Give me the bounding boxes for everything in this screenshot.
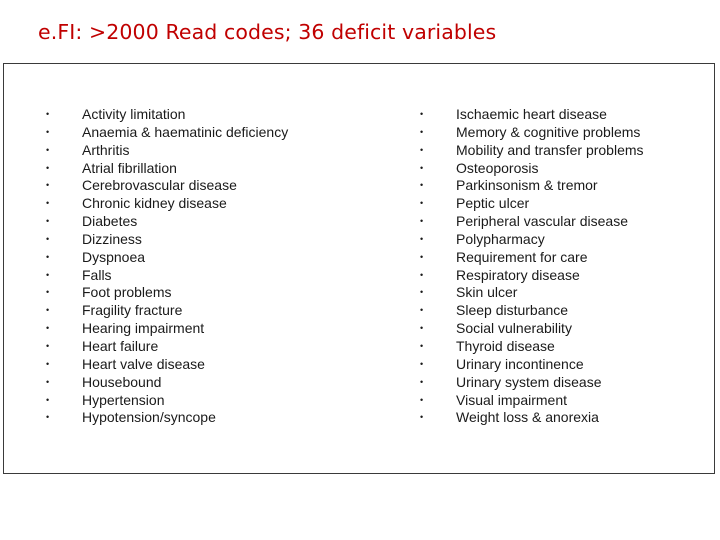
- deficit-variable-label: Polypharmacy: [456, 230, 545, 247]
- bullet-icon: •: [420, 358, 424, 369]
- bullet-icon: •: [420, 233, 424, 244]
- deficit-variables-panel: [3, 63, 715, 474]
- bullet-icon: •: [46, 216, 50, 227]
- bullet-icon: •: [420, 269, 424, 280]
- deficit-variable-label: Skin ulcer: [456, 284, 518, 301]
- bullet-icon: •: [46, 251, 50, 262]
- deficit-variable-label: Ischaemic heart disease: [456, 106, 607, 122]
- bullet-icon: •: [420, 287, 424, 298]
- deficit-variable-label: Arthritis: [82, 141, 130, 158]
- bullet-icon: •: [46, 323, 50, 334]
- deficit-variable-label: Cerebrovascular disease: [82, 177, 237, 194]
- bullet-icon: •: [420, 412, 424, 423]
- deficit-variable-label: Hearing impairment: [82, 320, 205, 337]
- bullet-icon: •: [420, 305, 424, 316]
- bullet-icon: •: [420, 216, 424, 227]
- deficit-variable-label: Housebound: [82, 373, 162, 390]
- deficit-variable-label: Dyspnoea: [82, 248, 146, 265]
- bullet-icon: •: [46, 144, 50, 155]
- bullet-icon: •: [420, 180, 424, 191]
- deficit-variable-label: Urinary system disease: [456, 373, 602, 390]
- deficit-variable-label: Sleep disturbance: [456, 302, 569, 319]
- bullet-icon: •: [420, 376, 424, 387]
- deficit-variable-label: Respiratory disease: [456, 266, 580, 283]
- bullet-icon: •: [420, 323, 424, 334]
- deficit-variable-label: Hypotension/syncope: [82, 409, 216, 426]
- deficit-variable-label: Requirement for care: [456, 248, 588, 265]
- bullet-icon: •: [46, 198, 50, 209]
- deficit-variable-label: Memory & cognitive problems: [456, 123, 641, 140]
- bullet-icon: •: [420, 162, 424, 173]
- deficit-variable-label: Visual impairment: [456, 391, 568, 408]
- bullet-icon: •: [46, 233, 50, 244]
- bullet-icon: •: [46, 180, 50, 191]
- bullet-icon: •: [420, 198, 424, 209]
- bullet-icon: •: [46, 269, 50, 280]
- deficit-variable-label: Chronic kidney disease: [82, 195, 227, 212]
- deficit-variable-label: Weight loss & anorexia: [456, 409, 599, 426]
- deficit-variable-label: Thyroid disease: [456, 337, 555, 354]
- bullet-icon: •: [420, 340, 424, 351]
- bullet-icon: •: [46, 126, 50, 137]
- bullet-icon: •: [420, 126, 424, 137]
- bullet-icon: •: [46, 394, 50, 405]
- page-title: e.FI: >2000 Read codes; 36 deficit variables: [38, 20, 497, 44]
- deficit-variable-label: Peptic ulcer: [456, 195, 530, 212]
- deficit-variable-label: Foot problems: [82, 284, 172, 301]
- deficit-variable-label: Anaemia & haematinic deficiency: [82, 123, 289, 140]
- bullet-icon: •: [46, 376, 50, 387]
- deficit-variable-label: Osteoporosis: [456, 159, 539, 176]
- bullet-icon: •: [420, 144, 424, 155]
- deficit-variable-label: Activity limitation: [82, 106, 186, 122]
- deficit-variable-label: Parkinsonism & tremor: [456, 177, 598, 194]
- deficit-variable-label: Peripheral vascular disease: [456, 213, 628, 230]
- deficit-variable-label: Falls: [82, 266, 112, 283]
- deficit-variable-label: Social vulnerability: [456, 320, 572, 337]
- deficit-variable-label: Mobility and transfer problems: [456, 141, 644, 158]
- bullet-icon: •: [420, 251, 424, 262]
- bullet-icon: •: [420, 109, 424, 119]
- bullet-icon: •: [46, 287, 50, 298]
- deficit-variable-label: Diabetes: [82, 213, 138, 230]
- deficit-variable-label: Heart failure: [82, 337, 159, 354]
- bullet-icon: •: [46, 109, 50, 119]
- deficit-variable-label: Atrial fibrillation: [82, 159, 177, 176]
- bullet-icon: •: [46, 162, 50, 173]
- bullet-icon: •: [46, 358, 50, 369]
- deficit-variable-label: Heart valve disease: [82, 355, 205, 372]
- bullet-icon: •: [46, 305, 50, 316]
- deficit-variable-label: Dizziness: [82, 230, 142, 247]
- deficit-variable-label: Hypertension: [82, 391, 165, 408]
- bullet-icon: •: [46, 412, 50, 423]
- deficit-variable-label: Urinary incontinence: [456, 355, 584, 372]
- bullet-icon: •: [46, 340, 50, 351]
- deficit-variable-label: Fragility fracture: [82, 302, 183, 319]
- bullet-icon: •: [420, 394, 424, 405]
